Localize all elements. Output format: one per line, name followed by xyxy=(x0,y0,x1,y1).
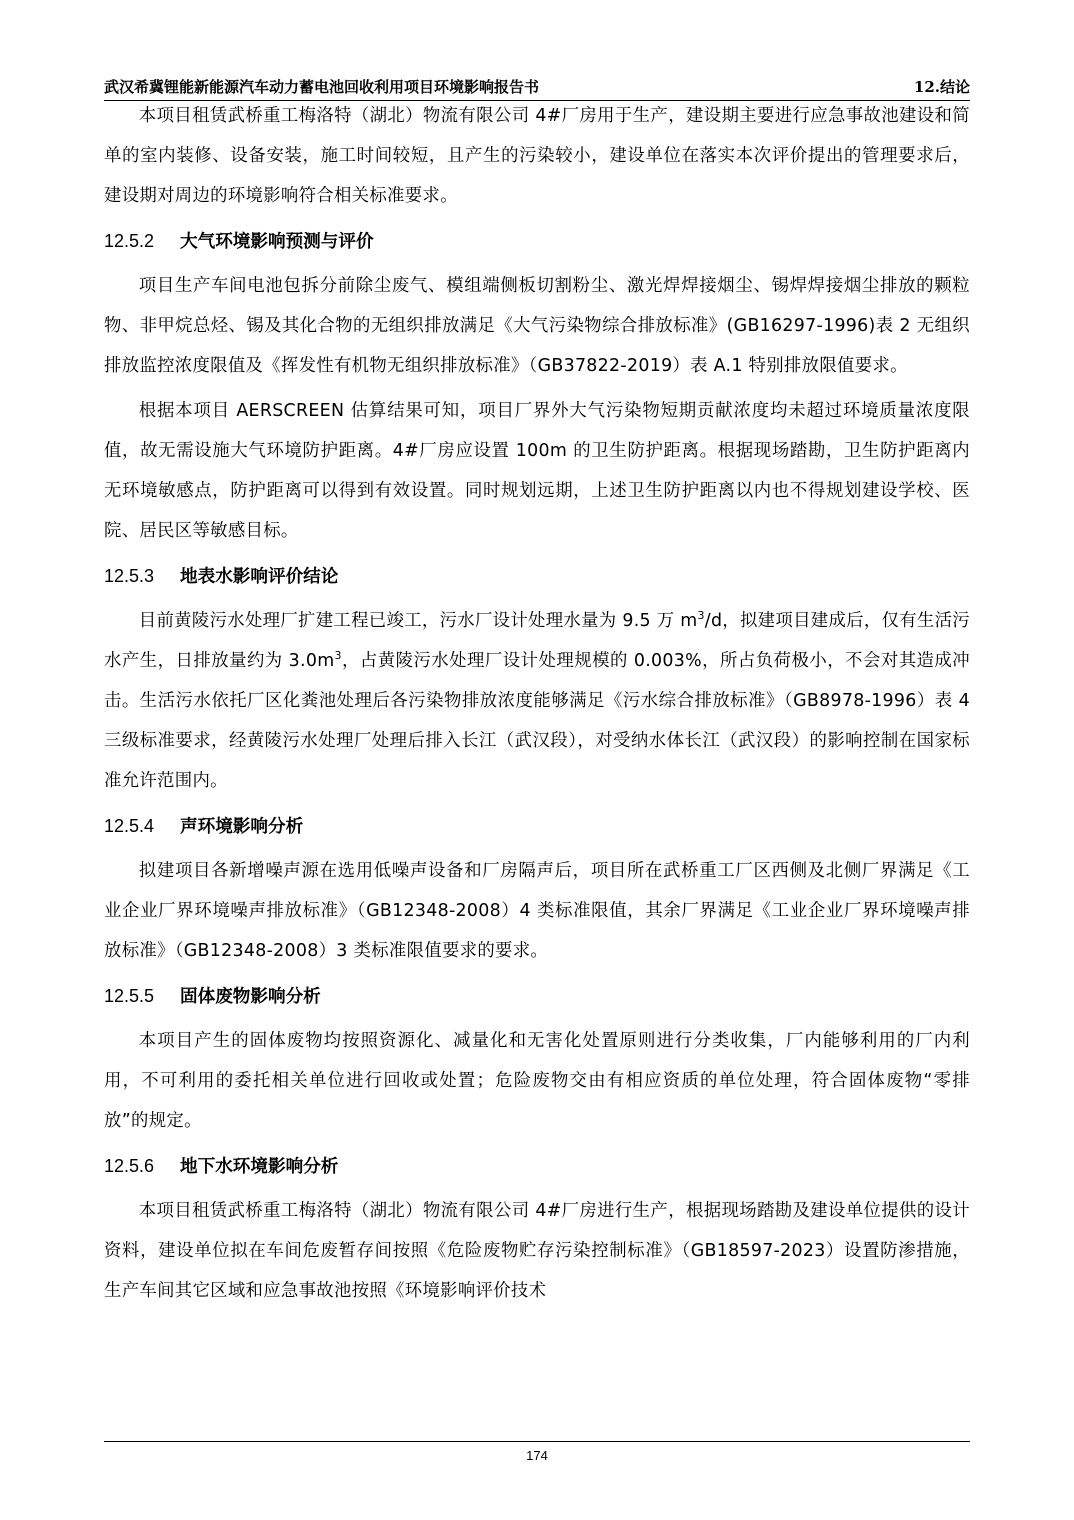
superscript: 3 xyxy=(334,649,342,663)
section-title: 固体废物影响分析 xyxy=(180,987,321,1007)
text-run: ，占黄陵污水处理厂设计处理规模的 0.003%，所占负荷极小，不会对其造成冲击。生活污水依托厂区化粪池处理后各污染物排放浓度能够满足《污水综合排放标准》（GB8978-1996）表 4 三级标准要求，经黄陵污水处理厂处理后排入长江（武汉段），对受纳水体长江（武汉段）的影响控制在国家标准允许范围内。 xyxy=(104,651,970,791)
chapter-label: 12.结论 xyxy=(913,78,970,96)
page-footer xyxy=(104,1441,970,1463)
intro-paragraph: 本项目租赁武桥重工梅洛特（湖北）物流有限公司 4#厂房用于生产，建设期主要进行应急事故池建设和简单的室内装修、设备安装，施工时间较短，且产生的污染较小，建设单位在落实本次评价提出的管理要求后，建设期对周边的环境影响符合相关标准要求。 xyxy=(104,106,970,206)
document-title: 武汉希冀锂能新能源汽车动力蓄电池回收利用项目环境影响报告书 xyxy=(104,78,540,96)
text-run: 目前黄陵污水处理厂扩建工程已竣工，污水厂设计处理水量为 9.5 万 m xyxy=(138,611,698,631)
section-title: 声环境影响分析 xyxy=(180,817,304,837)
section-number: 12.5.5 xyxy=(104,986,155,1006)
paragraph: 拟建项目各新增噪声源在选用低噪声设备和厂房隔声后，项目所在武桥重工厂区西侧及北侧厂界满足《工业企业厂界环境噪声排放标准》（GB12348-2008）4 类标准限值，其余厂界满足《工业企业厂界环境噪声排放标准》（GB12348-2008）3 类标准限值要求的要求。 xyxy=(104,861,970,961)
page-number: 174 xyxy=(526,1448,548,1463)
section-number: 12.5.3 xyxy=(104,566,155,586)
section-heading-12-5-4 xyxy=(104,801,970,851)
section-heading-12-5-5 xyxy=(104,971,970,1021)
section-title: 大气环境影响预测与评价 xyxy=(180,232,374,252)
section-number: 12.5.6 xyxy=(104,1156,155,1176)
section-number: 12.5.2 xyxy=(104,231,155,251)
section-title: 地表水影响评价结论 xyxy=(180,567,339,587)
section-heading-12-5-6 xyxy=(104,1141,970,1191)
paragraph: 本项目租赁武桥重工梅洛特（湖北）物流有限公司 4#厂房进行生产，根据现场踏勘及建设单位提供的设计资料，建设单位拟在车间危废暂存间按照《危险废物贮存污染控制标准》（GB18597-2023）设置防渗措施，生产车间其它区域和应急事故池按照《环境影响评价技术 xyxy=(104,1201,970,1301)
superscript: 3 xyxy=(697,609,705,623)
section-title: 地下水环境影响分析 xyxy=(180,1157,339,1177)
paragraph: 根据本项目 AERSCREEN 估算结果可知，项目厂界外大气污染物短期贡献浓度均未超过环境质量浓度限值，故无需设施大气环境防护距离。4#厂房应设置 100m 的卫生防护距离。根据现场踏勘，卫生防护距离内无环境敏感点，防护距离可以得到有效设置。同时规划远期，上述卫生防护距离以内也不得规划建设学校、医院、居民区等敏感目标。 xyxy=(104,401,970,541)
page-content xyxy=(104,96,970,1311)
text-run: /d，拟建项目建成后，仅有生活污水产生，日排放量约为 3.0m xyxy=(104,611,970,671)
paragraph: 项目生产车间电池包拆分前除尘废气、模组端侧板切割粉尘、激光焊焊接烟尘、锡焊焊接烟尘排放的颗粒物、非甲烷总烃、锡及其化合物的无组织排放满足《大气污染物综合排放标准》(GB16297-1996)表 2 无组织排放监控浓度限值及《挥发性有机物无组织排放标准》（GB37822-2019）表 A.1 特别排放限值要求。 xyxy=(104,276,970,376)
section-heading-12-5-3 xyxy=(104,551,970,601)
paragraph xyxy=(104,601,970,801)
section-number: 12.5.4 xyxy=(104,816,155,836)
section-heading-12-5-2 xyxy=(104,216,970,266)
paragraph: 本项目产生的固体废物均按照资源化、减量化和无害化处置原则进行分类收集，厂内能够利用的厂内利用，不可利用的委托相关单位进行回收或处置；危险废物交由有相应资质的单位处理，符合固体废物“零排放”的规定。 xyxy=(104,1031,970,1131)
